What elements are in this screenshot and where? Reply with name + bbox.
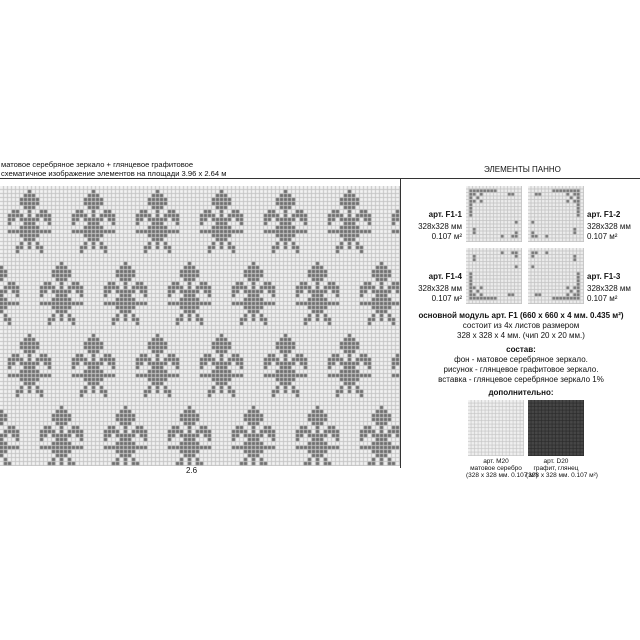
tile-f1-2-area: 0.107 м² <box>587 232 618 241</box>
tile-f1-2 <box>528 186 584 242</box>
swatch-d20-label <box>526 458 598 479</box>
swatch-d20-extra: (328 x 328 мм. 0.107 м²) <box>526 472 598 479</box>
swatch-m20-art: арт. M20 <box>483 458 509 465</box>
tile-f1-2-size: 328x328 мм <box>587 222 631 231</box>
tile-f1-1-label <box>408 210 462 242</box>
header-line-1: матовое серебряное зеркало + глянцевое графитовое <box>1 160 194 169</box>
tile-f1-4 <box>466 248 522 304</box>
composition-item-3: вставка - глянцевое серебряное зеркало 1% <box>438 375 604 384</box>
panel-divider <box>400 178 401 468</box>
composition-item-2: рисунок - глянцевое графитовое зеркало. <box>443 365 599 374</box>
swatch-m20 <box>468 400 524 456</box>
cut-dimension-mark: 2.6 <box>186 466 198 475</box>
composition-title: состав: <box>506 345 536 354</box>
tile-f1-4-size: 328x328 мм <box>418 284 462 293</box>
additional-title: дополнительно: <box>488 388 554 397</box>
module-title: основной модуль арт. F1 (660 x 660 x 4 мм. 0.435 м²) <box>418 311 624 320</box>
tile-f1-3-area: 0.107 м² <box>587 294 618 303</box>
swatch-d20-art: арт. D20 <box>543 458 569 465</box>
tile-f1-1-art: арт. F1-1 <box>428 210 462 219</box>
tile-f1-3-label <box>587 272 631 304</box>
module-line-3: 328 x 328 x 4 мм. (чип 20 x 20 мм.) <box>457 331 585 340</box>
tile-f1-1-size: 328x328 мм <box>418 222 462 231</box>
header-divider <box>0 178 640 179</box>
tile-f1-2-label <box>587 210 631 242</box>
tile-f1-1 <box>466 186 522 242</box>
swatch-m20-label <box>466 458 538 479</box>
fleur-de-lis-mosaic-pattern <box>0 186 400 466</box>
tile-f1-3 <box>528 248 584 304</box>
tile-f1-4-label <box>408 272 462 304</box>
composition-item-1: фон - матовое серебряное зеркало. <box>454 355 588 364</box>
tile-f1-4-art: арт. F1-4 <box>428 272 462 281</box>
tile-f1-3-size: 328x328 мм <box>587 284 631 293</box>
tile-f1-1-area: 0.107 м² <box>431 232 462 241</box>
tile-f1-2-art: арт. F1-2 <box>587 210 621 219</box>
swatch-d20-desc: графит, глянец <box>533 465 579 472</box>
swatch-d20 <box>528 400 584 456</box>
module-line-2: состоит из 4х листов размером <box>462 321 580 330</box>
swatch-m20-desc: матовое серебро <box>470 465 522 472</box>
header-line-2: схематичное изображение элементов на площади 3.96 x 2.64 м <box>1 169 227 178</box>
swatch-m20-extra: (328 x 328 мм. 0.107 м²) <box>466 472 538 479</box>
tile-f1-3-art: арт. F1-3 <box>587 272 621 281</box>
tile-f1-4-area: 0.107 м² <box>431 294 462 303</box>
panel-elements-title: ЭЛЕМЕНТЫ ПАННО <box>484 165 561 174</box>
